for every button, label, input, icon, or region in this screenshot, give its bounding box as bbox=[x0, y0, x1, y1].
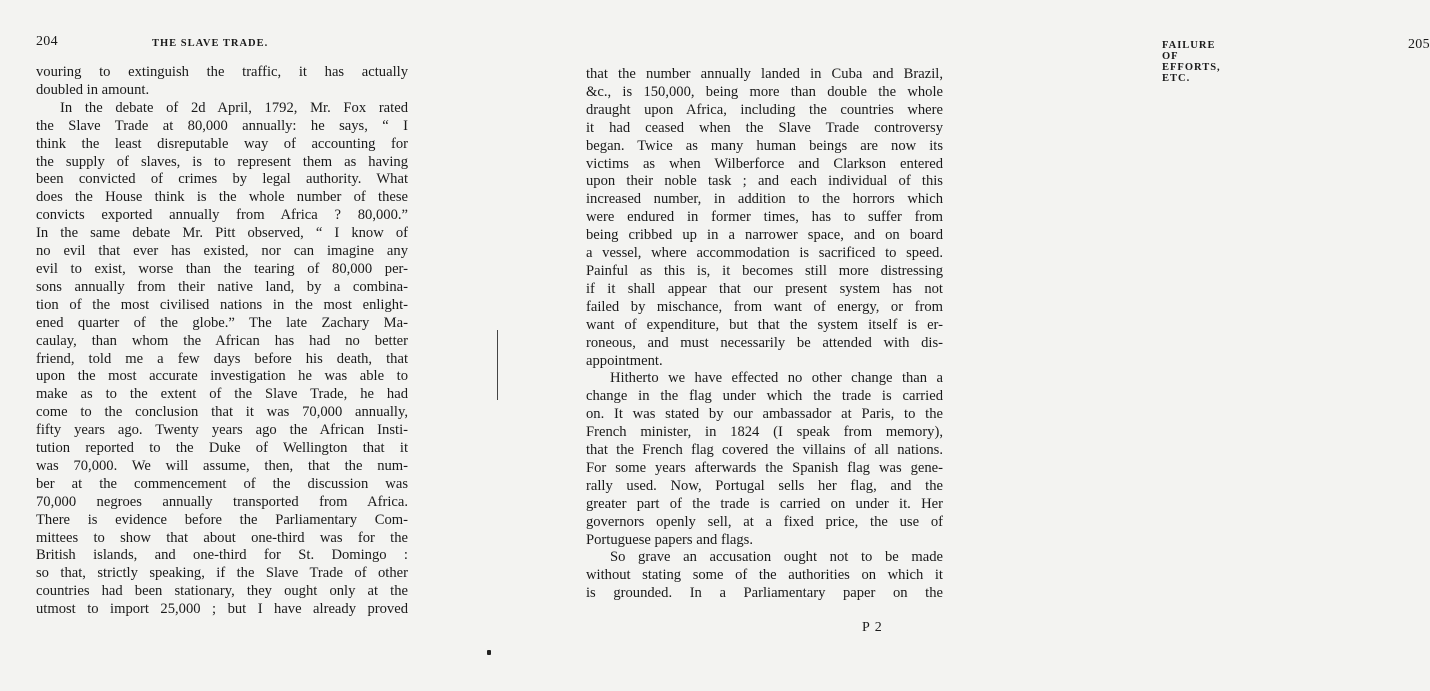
left-page-number: 204 bbox=[36, 34, 58, 49]
text-line: victims as when Wilberforce and Clarkson entered bbox=[586, 155, 943, 172]
text-line: In the same debate Mr. Pitt observed, “ I know of bbox=[36, 225, 408, 242]
text-line: come to the conclusion that it was 70,000 annually, bbox=[36, 404, 408, 421]
right-page-number: 205 bbox=[1408, 37, 1430, 52]
text-line: the Slave Trade at 80,000 annually: he says, “ I bbox=[36, 117, 408, 134]
text-line: if it shall appear that our present system has not bbox=[586, 280, 943, 297]
text-line: friend, told me a few days before his death, that bbox=[36, 350, 408, 367]
text-line: Hitherto we have effected no other change than a bbox=[610, 370, 943, 387]
text-line: governors openly sell, at a fixed price, the use of bbox=[586, 513, 943, 530]
printer-signature-mark: P 2 bbox=[862, 620, 883, 635]
text-line: 70,000 negroes annually transported from Africa. bbox=[36, 493, 408, 510]
text-line: Portuguese papers and flags. bbox=[586, 531, 753, 548]
right-body-text bbox=[586, 66, 943, 603]
left-running-head: THE SLAVE TRADE. bbox=[152, 38, 269, 49]
text-line: change in the flag under which the trade is carried bbox=[586, 388, 943, 405]
text-line: In the debate of 2d April, 1792, Mr. Fox rated bbox=[60, 99, 408, 116]
text-line: utmost to import 25,000 ; but I have already proved bbox=[36, 601, 408, 618]
text-line: roneous, and must necessarily be attended with dis- bbox=[586, 334, 943, 351]
text-line: is grounded. In a Parliamentary paper on the bbox=[586, 585, 943, 602]
text-line: upon their noble task ; and each individual of this bbox=[586, 173, 943, 190]
text-line: greater part of the trade is carried on under it. Her bbox=[586, 495, 943, 512]
text-line: make as to the extent of the Slave Trade, he had bbox=[36, 386, 408, 403]
text-line: convicts exported annually from Africa ? 80,000.” bbox=[36, 207, 408, 224]
text-line: were endured in former times, has to suffer from bbox=[586, 209, 943, 226]
text-line: So grave an accusation ought not to be made bbox=[610, 549, 943, 566]
text-line: upon the most accurate investigation he was able to bbox=[36, 368, 408, 385]
text-line: fifty years ago. Twenty years ago the African Insti- bbox=[36, 422, 408, 439]
text-line: without stating some of the authorities on which it bbox=[586, 567, 943, 584]
text-line: rally used. Now, Portugal sells her flag, and the bbox=[586, 477, 943, 494]
text-line: it had ceased when the Slave Trade controversy bbox=[586, 119, 943, 136]
text-line: being cribbed up in a narrower space, and on board bbox=[586, 227, 943, 244]
text-line: sons annually from their native land, by a combina- bbox=[36, 278, 408, 295]
text-line: Painful as this is, it becomes still more distressing bbox=[586, 262, 943, 279]
text-line: no evil that ever has existed, nor can imagine any bbox=[36, 243, 408, 260]
text-line: increased number, in addition to the horrors which bbox=[586, 191, 943, 208]
text-line: caulay, than whom the African has had no better bbox=[36, 332, 408, 349]
text-line: failed by mischance, from want of energy, or from bbox=[586, 298, 943, 315]
text-line: been convicted of crimes by legal authority. What bbox=[36, 171, 408, 188]
right-running-head: FAILURE OF EFFORTS, ETC. bbox=[1162, 40, 1221, 84]
text-line: that the number annually landed in Cuba and Brazil, bbox=[586, 66, 943, 82]
text-line: vouring to extinguish the traffic, it has actually bbox=[36, 64, 408, 80]
text-line: ber at the commencement of the discussion was bbox=[36, 475, 408, 492]
text-line: on. It was stated by our ambassador at Paris, to the bbox=[586, 406, 943, 423]
text-line: the supply of slaves, is to represent them as having bbox=[36, 153, 408, 170]
left-page bbox=[0, 0, 490, 691]
text-line: want of expenditure, but that the system itself is er- bbox=[586, 316, 943, 333]
text-line: that the French flag covered the villains of all nations. bbox=[586, 442, 943, 459]
text-line: think the least disreputable way of accounting for bbox=[36, 135, 408, 152]
text-line: draught upon Africa, including the countries where bbox=[586, 101, 943, 118]
text-line: does the House think is the whole number of these bbox=[36, 189, 408, 206]
left-body-text bbox=[36, 64, 408, 619]
text-line: mittees to show that about one-third was for the bbox=[36, 529, 408, 546]
text-line: &c., is 150,000, being more than double the whole bbox=[586, 83, 943, 100]
text-line: began. Twice as many human beings are now its bbox=[586, 137, 943, 154]
text-line: There is evidence before the Parliamentary Com- bbox=[36, 511, 408, 528]
text-line: French minister, in 1824 (I speak from memory), bbox=[586, 424, 943, 441]
text-line: tion of the most civilised nations in the most enlight- bbox=[36, 296, 408, 313]
text-line: ened quarter of the globe.” The late Zachary Ma- bbox=[36, 314, 408, 331]
text-line: tution reported to the Duke of Wellington that it bbox=[36, 440, 408, 457]
text-line: so that, strictly speaking, if the Slave Trade of other bbox=[36, 565, 408, 582]
text-line: For some years afterwards the Spanish flag was gene- bbox=[586, 459, 943, 476]
text-line: a vessel, where accommodation is sacrificed to speed. bbox=[586, 245, 943, 262]
text-line: doubled in amount. bbox=[36, 81, 150, 98]
text-line: was 70,000. We will assume, then, that the num- bbox=[36, 457, 408, 474]
text-line: countries had been stationary, they ought only at the bbox=[36, 583, 408, 600]
text-line: appointment. bbox=[586, 352, 663, 369]
text-line: evil to exist, worse than the tearing of 80,000 per- bbox=[36, 260, 408, 277]
text-line: British islands, and one-third for St. Domingo : bbox=[36, 547, 408, 564]
